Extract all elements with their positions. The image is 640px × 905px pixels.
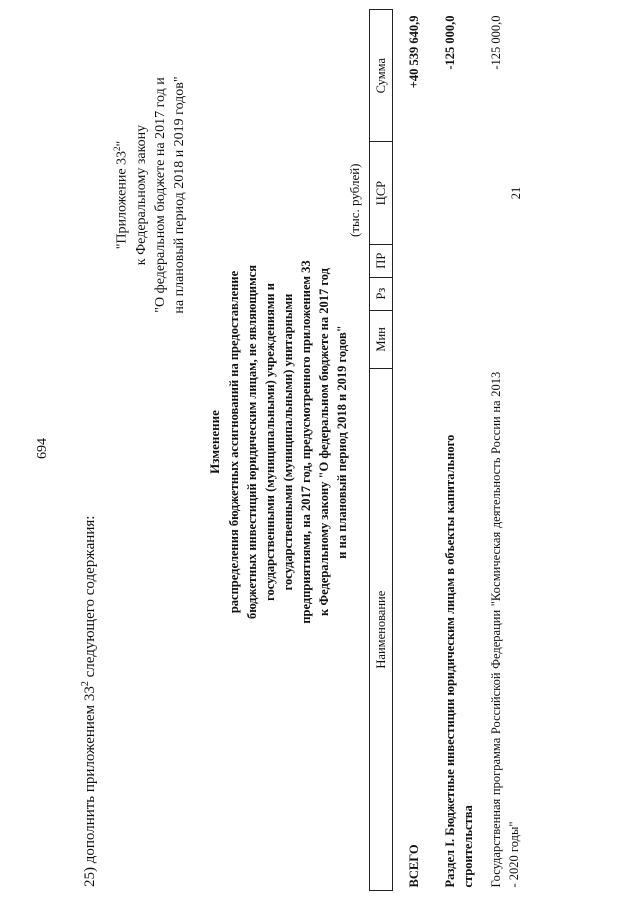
title-heading: Изменение xyxy=(207,410,222,474)
intro-text xyxy=(80,516,99,887)
header-min: Мин xyxy=(370,310,393,369)
cell-csr xyxy=(393,142,434,244)
cell-min xyxy=(477,310,525,369)
cell-pr xyxy=(393,244,434,277)
budget-table xyxy=(369,9,525,891)
cell-sum: -125 000,0 xyxy=(489,15,503,70)
cell-sum: +40 539 640,9 xyxy=(407,15,421,89)
title-line: предприятиями, на 2017 год, предусмотренного приложением 33 xyxy=(299,260,313,624)
appendix-line1-sup: 2 xyxy=(112,146,122,151)
header-rz: Рз xyxy=(370,277,393,310)
cell-csr: 21 xyxy=(509,186,523,200)
cell-pr xyxy=(433,244,477,277)
table-row xyxy=(393,10,434,891)
document-title xyxy=(206,207,351,677)
cell-pr xyxy=(477,244,525,277)
title-line: государственными (муниципальными) учреждениями и xyxy=(263,283,277,601)
header-name: Наименование xyxy=(370,369,393,891)
header-sum: Сумма xyxy=(370,10,393,142)
title-line: бюджетных инвестиций юридическим лицам, не являющимся xyxy=(245,265,259,619)
table-header-row xyxy=(370,10,393,891)
cell-rz xyxy=(433,277,477,310)
table-row xyxy=(477,10,525,891)
table-row xyxy=(433,10,477,891)
cell-name: Раздел I. Бюджетные инвестиции юридическим лицам в объекты капитального строительства xyxy=(443,434,475,888)
appendix-line2: к Федеральному закону xyxy=(133,124,149,266)
appendix-line1-text: "Приложение 33 xyxy=(114,150,130,250)
intro-sup: 2 xyxy=(80,681,91,687)
page-number: 694 xyxy=(35,438,50,459)
title-line: к Федеральному закону "О федеральном бюджете на 2017 год xyxy=(317,268,331,616)
appendix-line1: "Приложение $33^2$" xyxy=(112,140,130,250)
cell-sum: -125 000,0 xyxy=(443,15,457,70)
cell-rz xyxy=(477,277,525,310)
title-line: и на плановый период 2018 и 2019 годов" xyxy=(335,325,349,559)
header-pr: ПР xyxy=(370,244,393,277)
cell-name: Государственная программа Российской Федерации "Космическая деятельность России на 2013 - 2020 годы" xyxy=(489,371,521,888)
cell-name: ВСЕГО xyxy=(407,844,421,888)
title-line: государственными (муниципальными) унитарными xyxy=(281,293,295,591)
units-label: (тыс. рублей) xyxy=(347,163,362,237)
intro-prefix: 25) дополнить приложением 33 xyxy=(82,686,98,887)
appendix-header xyxy=(108,40,189,350)
cell-min xyxy=(393,310,434,369)
cell-csr xyxy=(433,142,477,244)
cell-min xyxy=(433,310,477,369)
intro-suffix: следующего содержания: xyxy=(82,515,98,682)
title-line: распределения бюджетных ассигнований на предоставление xyxy=(227,270,241,614)
header-csr: ЦСР xyxy=(370,142,393,244)
appendix-line4: на плановый период 2018 и 2019 годов" xyxy=(171,76,187,314)
cell-rz xyxy=(393,277,434,310)
appendix-line3: "О федеральном бюджете на 2017 год и xyxy=(152,77,168,313)
